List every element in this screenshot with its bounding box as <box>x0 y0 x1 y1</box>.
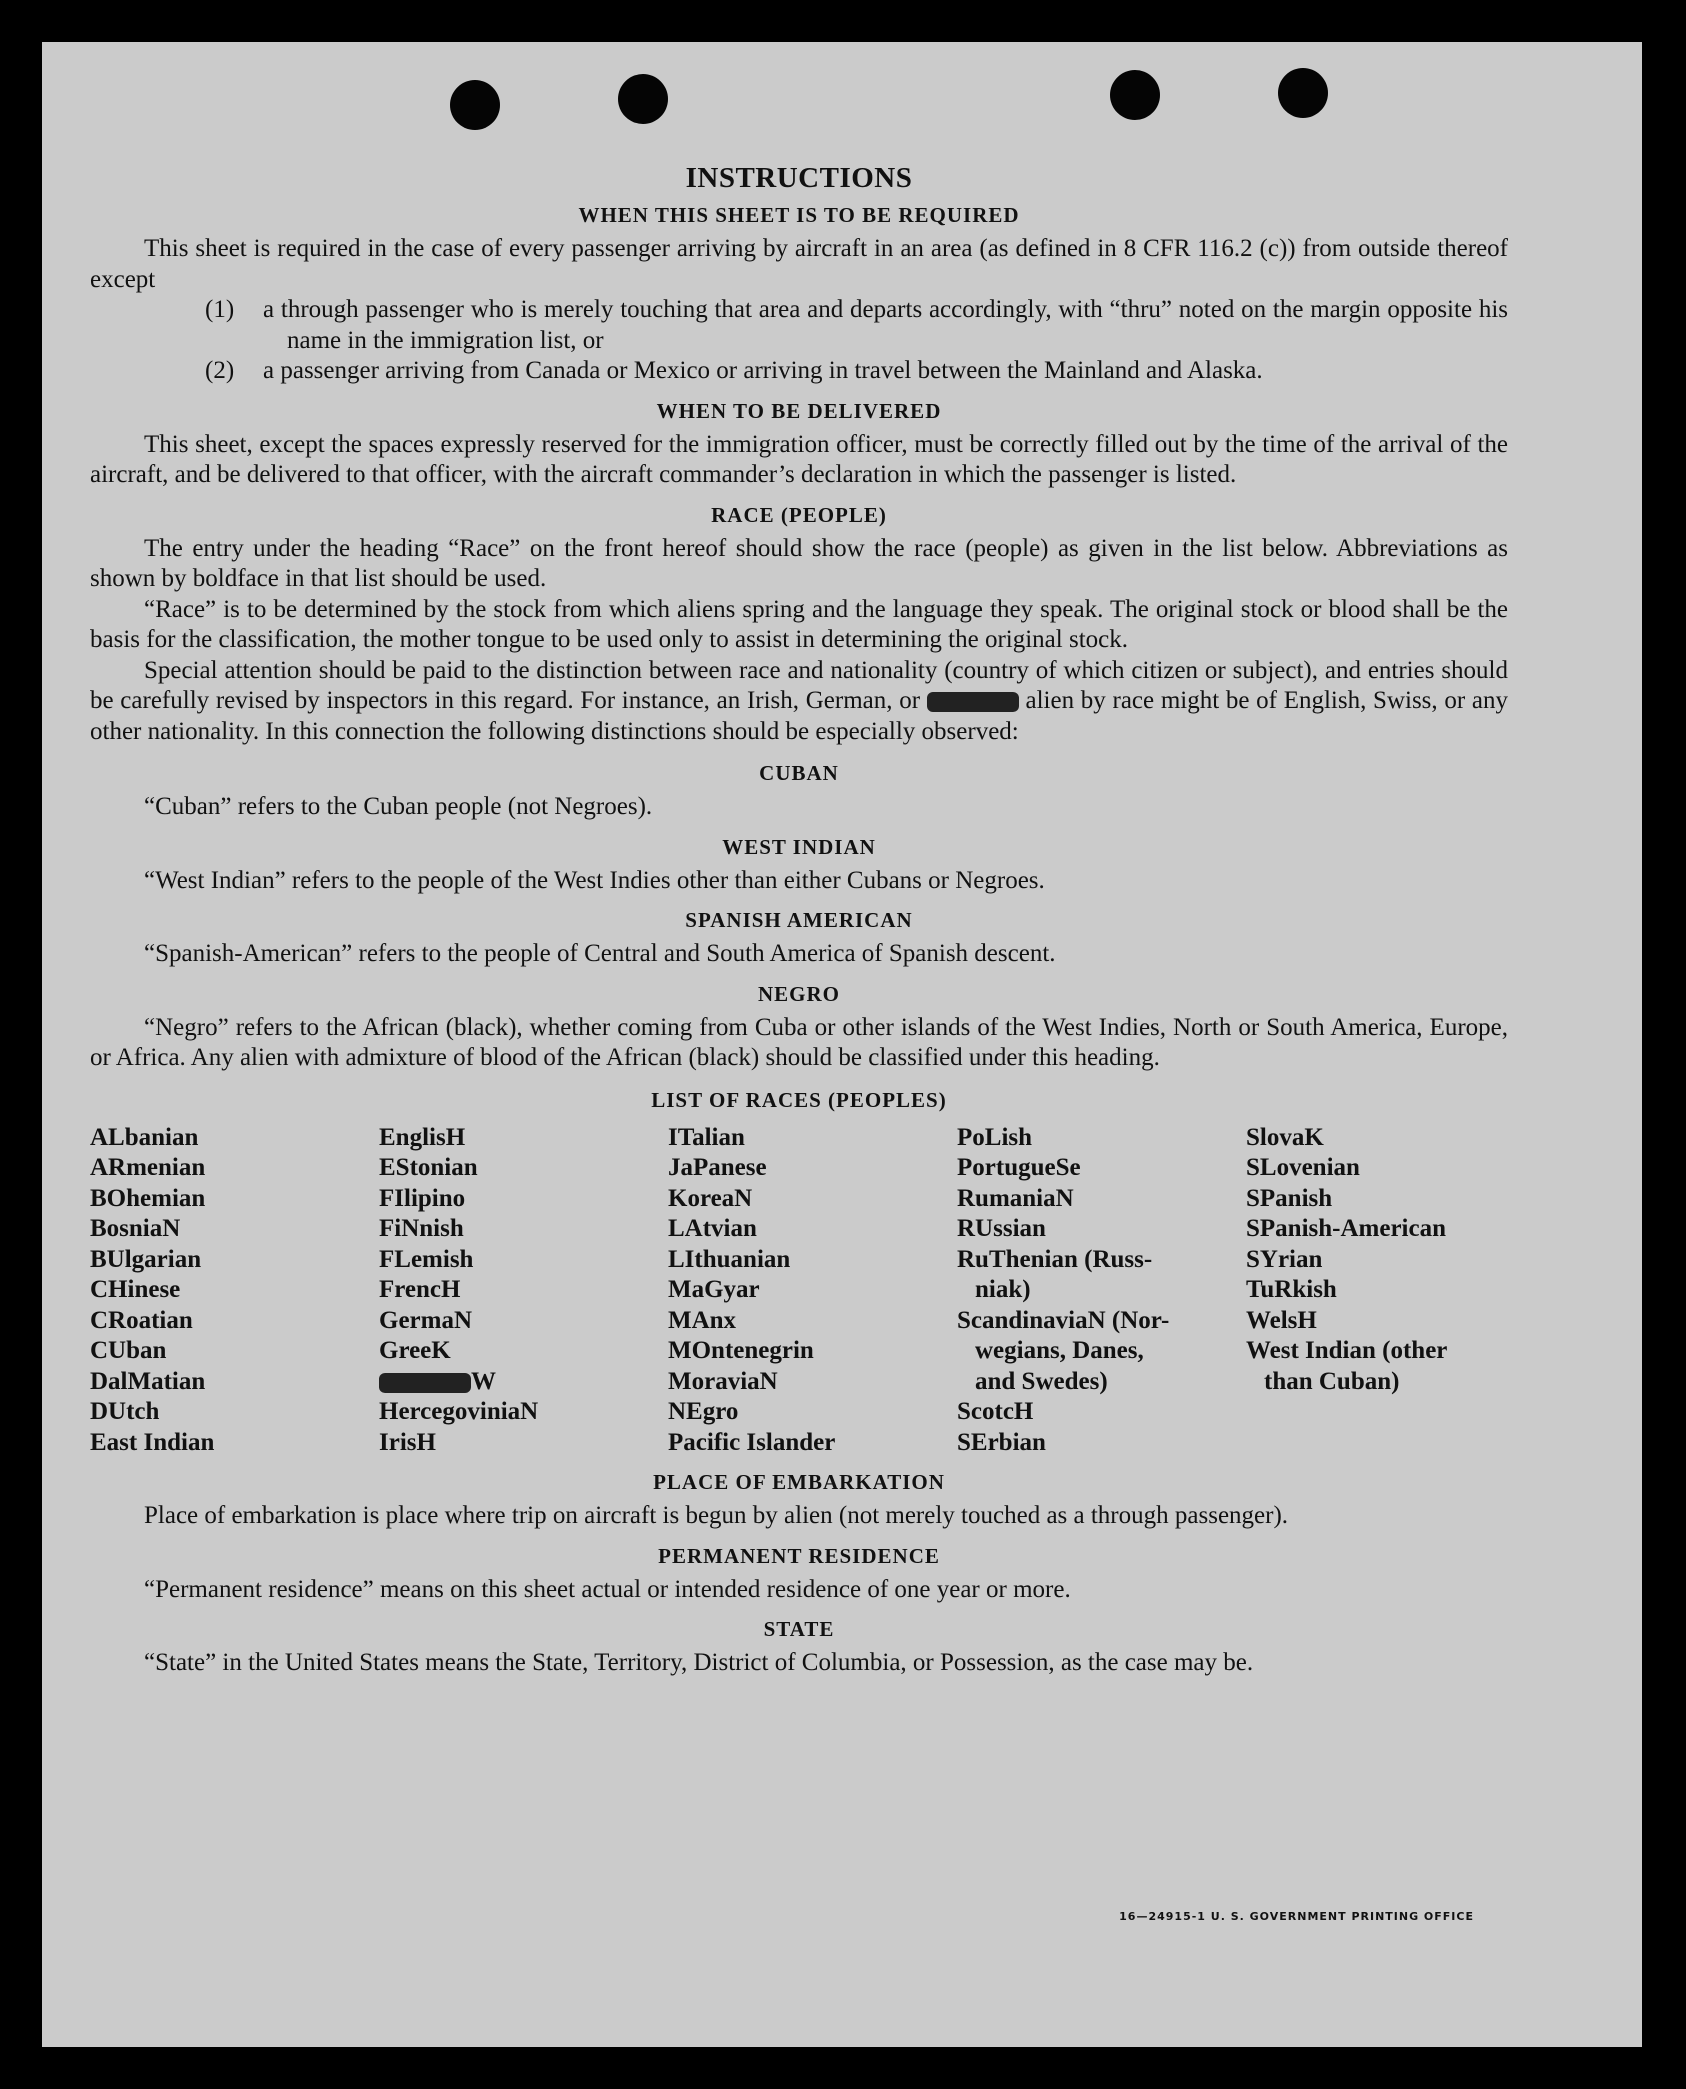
list-number: (2) <box>205 357 235 384</box>
document-sheet <box>42 42 1642 2047</box>
race-item: DalMatian <box>90 1367 206 1395</box>
paragraph: “West Indian” refers to the people of the West Indies other than either Cubans or Negroes. <box>144 866 1045 894</box>
paragraph: Place of embarkation is place where trip on aircraft is begun by alien (not merely touched as a through passenger). <box>144 1502 1289 1529</box>
race-item: BOhemian <box>90 1184 206 1212</box>
race-item-suffix: W <box>471 1367 496 1395</box>
paragraph: This sheet, except the spaces expressly reserved for the immigration officer, must be correctly filled out by the time of the arrival of the aircraft, and be delivered to that officer, with the aircraft commander’s declaration in which the passenger is listed. <box>90 430 1508 488</box>
paragraph: “Permanent residence” means on this sheet actual or intended residence of one year or more. <box>144 1575 1071 1603</box>
list-text: a passenger arriving from Canada or Mexico or arriving in travel between the Mainland and Alaska. <box>263 357 1263 384</box>
race-item: GreeK <box>379 1337 451 1364</box>
race-item: BUlgarian <box>90 1245 202 1273</box>
race-item: EStonian <box>379 1154 478 1181</box>
race-item: PortugueSe <box>957 1154 1081 1181</box>
section-heading: WEST INDIAN <box>722 834 876 859</box>
paragraph: “Cuban” refers to the Cuban people (not Negroes). <box>144 793 653 820</box>
list-item <box>90 295 1508 356</box>
race-column <box>90 1123 379 1459</box>
race-list <box>90 1123 1508 1459</box>
race-item: CHinese <box>90 1276 181 1303</box>
race-item: FrencH <box>379 1276 461 1303</box>
race-item: SLovenian <box>1246 1154 1360 1181</box>
section-heading: RACE (PEOPLE) <box>711 502 887 527</box>
section-heading: NEGRO <box>757 981 840 1006</box>
race-item: PoLish <box>957 1123 1033 1151</box>
paragraph: “State” in the United States means the State, Territory, District of Columbia, or Possession, as the case may be. <box>144 1649 1254 1676</box>
paragraph <box>90 656 1508 748</box>
race-item: ScotcH <box>957 1398 1034 1425</box>
race-item: SlovaK <box>1246 1123 1324 1151</box>
list-text: a through passenger who is merely touching that area and departs accordingly, with “thru” noted on the margin opposite his name in the immigration list, or <box>263 296 1508 354</box>
paragraph: “Spanish-American” refers to the people of Central and South America of Spanish descent. <box>144 940 1056 967</box>
race-item: JaPanese <box>668 1154 767 1181</box>
paragraph: “Negro” refers to the African (black), whether coming from Cuba or other islands of the West Indies, North or South America, Europe, or Africa. Any alien with admixture of blood of the African (black) should be classified under this heading. <box>90 1013 1508 1071</box>
paragraph-text: alien by race might be of English, Swiss, or any other nationality. In this connection the following distinctions should be especially observed: <box>90 687 1509 745</box>
section-heading: CUBAN <box>759 761 839 785</box>
race-column <box>957 1123 1246 1459</box>
redaction-mark <box>927 692 1019 712</box>
section-heading: WHEN TO BE DELIVERED <box>656 398 942 423</box>
paragraph: “Race” is to be determined by the stock from which aliens spring and the language they speak. The original stock or blood shall be the basis for the classification, the mother tongue to be used only to assist in determining the original stock. <box>90 595 1508 653</box>
punch-hole <box>618 74 668 124</box>
race-item: CUban <box>90 1337 167 1364</box>
race-item: SErbian <box>957 1428 1046 1456</box>
race-item: LIthuanian <box>668 1245 791 1273</box>
race-item: DUtch <box>90 1398 160 1425</box>
race-item: MAnx <box>668 1306 737 1334</box>
race-column <box>379 1123 668 1459</box>
race-item: niak) <box>975 1276 1031 1303</box>
race-item: EnglisH <box>379 1123 466 1151</box>
page-title: INSTRUCTIONS <box>685 162 913 194</box>
race-item: FIlipino <box>379 1184 466 1212</box>
race-item: IrisH <box>379 1428 436 1456</box>
race-item: West Indian (other <box>1246 1337 1448 1364</box>
paragraph-text: Special attention should be paid to the distinction between race and nationality (country of which citizen or subject), and entries should be carefully revised by inspectors in this regard. For instance, an Irish, German, or <box>90 656 1508 714</box>
section-heading: SPANISH AMERICAN <box>685 908 913 932</box>
race-item: FLemish <box>379 1245 474 1273</box>
section-heading: PERMANENT RESIDENCE <box>658 1543 940 1568</box>
race-item: GermaN <box>379 1306 473 1334</box>
race-item: BosniaN <box>90 1215 181 1242</box>
paragraph: The entry under the heading “Race” on the front hereof should show the race (people) as given in the list below. Abbreviations as shown by boldface in that list should be used. <box>90 534 1508 592</box>
race-item: and Swedes) <box>975 1367 1108 1395</box>
list-item <box>90 356 1508 387</box>
race-item: ITalian <box>668 1123 745 1151</box>
section-heading: WHEN THIS SHEET IS TO BE REQUIRED <box>578 203 1020 227</box>
race-item: RumaniaN <box>957 1184 1074 1212</box>
race-item: LAtvian <box>668 1215 757 1242</box>
race-item: MOntenegrin <box>668 1337 814 1364</box>
race-item: FiNnish <box>379 1215 464 1242</box>
punch-hole <box>450 80 500 130</box>
redaction-mark <box>379 1373 471 1393</box>
race-column <box>668 1123 957 1459</box>
race-item: WelsH <box>1246 1306 1317 1334</box>
race-item: wegians, Danes, <box>975 1337 1144 1364</box>
race-item: SPanish <box>1246 1184 1333 1212</box>
race-item: ScandinaviaN (Nor- <box>957 1306 1170 1334</box>
race-item: ALbanian <box>90 1123 199 1151</box>
race-item: CRoatian <box>90 1306 193 1334</box>
race-item: RUssian <box>957 1215 1046 1242</box>
race-column <box>1246 1123 1535 1459</box>
race-item: NEgro <box>668 1398 739 1425</box>
race-item: TuRkish <box>1246 1276 1337 1303</box>
race-item: SYrian <box>1246 1245 1323 1273</box>
section-heading: STATE <box>763 1617 835 1641</box>
race-item: Pacific Islander <box>668 1428 836 1456</box>
race-item: MoraviaN <box>668 1367 778 1395</box>
punch-hole <box>1278 68 1328 118</box>
race-item: ARmenian <box>90 1154 206 1181</box>
list-number: (1) <box>205 296 235 323</box>
race-item: KoreaN <box>668 1184 753 1212</box>
race-item: HercegoviniaN <box>379 1398 539 1425</box>
race-item: SPanish-American <box>1246 1215 1446 1242</box>
section-heading: PLACE OF EMBARKATION <box>653 1470 945 1494</box>
race-item: East Indian <box>90 1428 215 1456</box>
paragraph: This sheet is required in the case of every passenger arriving by aircraft in an area (as defined in 8 CFR 116.2 (c)) from outside thereof except <box>90 235 1508 293</box>
race-item: than Cuban) <box>1264 1367 1400 1395</box>
race-item-redacted <box>379 1367 668 1398</box>
section-heading: LIST OF RACES (PEOPLES) <box>651 1087 947 1112</box>
race-item: RuThenian (Russ- <box>957 1245 1153 1273</box>
print-code: 16—24915-1 U. S. GOVERNMENT PRINTING OFFICE <box>1119 1910 1474 1923</box>
punch-hole <box>1110 70 1160 120</box>
race-item: MaGyar <box>668 1276 760 1303</box>
